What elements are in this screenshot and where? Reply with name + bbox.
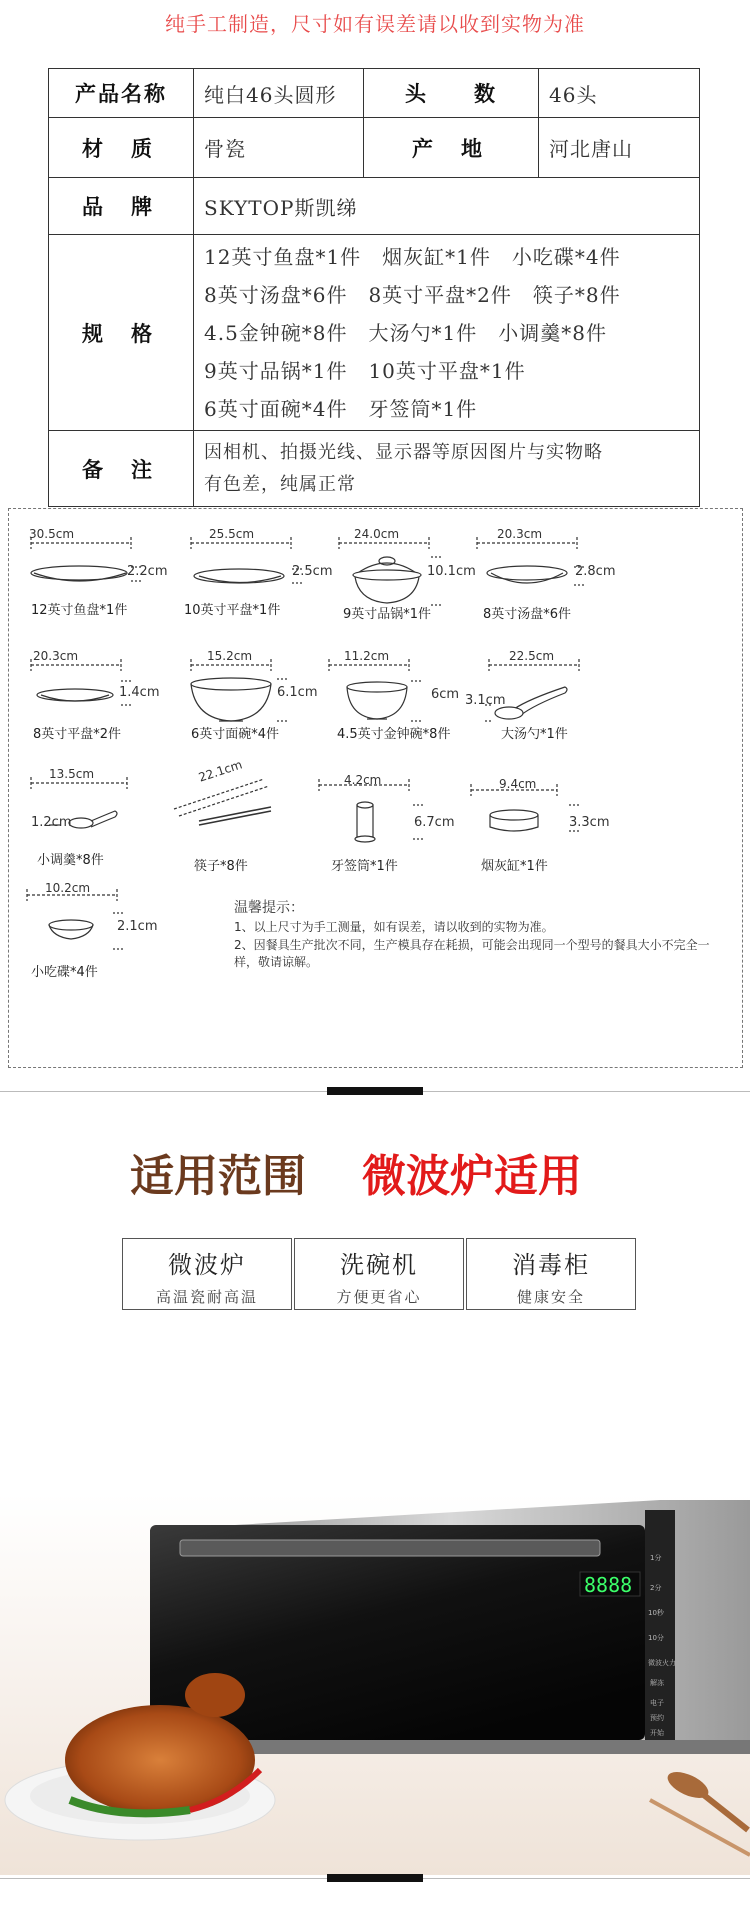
usage-box-title: 洗碗机 (340, 1251, 418, 1279)
spec-name-label: 产品名称 (49, 69, 194, 118)
item-height: 10.1cm (427, 564, 476, 579)
usage-box-microwave (122, 1238, 292, 1310)
spec-spec-value (194, 235, 700, 431)
spec-line: 12英寸鱼盘*1件 烟灰缸*1件 小吃碟*4件 (204, 244, 621, 269)
item-caption: 8英寸平盘*2件 (33, 727, 122, 742)
panel-label: 电子 (650, 1699, 664, 1707)
usage-box-title: 微波炉 (168, 1251, 246, 1279)
note-line: 有色差，纯属正常 (204, 473, 356, 495)
item-height: 6cm (431, 687, 460, 702)
usage-title: 适用范围 (130, 1151, 306, 1202)
item-height: 1.2cm (31, 815, 72, 830)
item-height: 2.1cm (117, 919, 158, 934)
spec-origin-label: 产地 (364, 118, 539, 178)
usage-box-sub: 方便更省心 (336, 1288, 422, 1306)
note-line: 因相机、拍摄光线、显示器等原因图片与实物略 (204, 441, 603, 463)
spec-count-value: 46头 (539, 69, 700, 118)
item-height: 2.5cm (292, 564, 333, 579)
item-width: 13.5cm (49, 767, 95, 781)
spec-table (48, 68, 700, 507)
spec-material-value: 骨瓷 (194, 118, 364, 178)
item-height: 6.1cm (277, 685, 318, 700)
item-width: 24.0cm (354, 527, 400, 541)
item-width: 15.2cm (207, 649, 253, 663)
dimension-panel (8, 508, 743, 1068)
item-caption: 小调羹*8件 (37, 853, 104, 868)
spec-line: 8英寸汤盘*6件 8英寸平盘*2件 筷子*8件 (204, 282, 621, 307)
usage-subtitle: 微波炉适用 (362, 1151, 582, 1202)
panel-label: 解冻 (650, 1679, 664, 1687)
item-height: 3.1cm (465, 693, 506, 708)
spec-line: 6英寸面碗*4件 牙签筒*1件 (204, 396, 478, 421)
spec-name-value: 纯白46头圆形 (194, 69, 364, 118)
item-width: 22.1cm (196, 757, 244, 785)
item-height: 3.3cm (569, 815, 610, 830)
item-width: 25.5cm (209, 527, 255, 541)
panel-label: 10秒 (648, 1609, 664, 1617)
panel-label: 2分 (650, 1584, 662, 1592)
item-height: 2.8cm (575, 564, 616, 579)
spec-brand-label: 品牌 (49, 178, 194, 235)
microwave-display: 8888 (584, 1573, 633, 1597)
item-height: 2.2cm (127, 564, 168, 579)
panel-label: 微波火力 (648, 1659, 676, 1667)
divider-bar (327, 1087, 423, 1095)
panel-label: 1分 (650, 1554, 662, 1562)
usage-box-sterilizer (466, 1238, 636, 1310)
item-height: 1.4cm (119, 685, 160, 700)
item-caption: 6英寸面碗*4件 (191, 727, 280, 742)
item-caption: 牙签筒*1件 (331, 859, 398, 874)
item-caption: 大汤勺*1件 (501, 727, 568, 742)
item-caption: 10英寸平盘*1件 (184, 603, 281, 618)
item-width: 11.2cm (344, 649, 390, 663)
item-width: 22.5cm (509, 649, 555, 663)
spec-origin-value: 河北唐山 (539, 118, 700, 178)
notice-banner: 纯手工制造，尺寸如有误差请以收到实物为准 (165, 12, 585, 36)
usage-box-title: 消毒柜 (512, 1251, 590, 1279)
spec-material-label: 材质 (49, 118, 194, 178)
dimension-drawings (9, 509, 744, 1069)
panel-label: 预约 (650, 1714, 664, 1722)
spec-note-value (194, 431, 700, 507)
spec-note-label: 备注 (49, 431, 194, 507)
tips-title: 温馨提示： (234, 900, 304, 916)
item-width: 9.4cm (499, 777, 537, 791)
spec-line: 4.5金钟碗*8件 大汤勺*1件 小调羹*8件 (204, 320, 607, 345)
usage-box-sub: 健康安全 (516, 1288, 585, 1306)
usage-box-sub: 高温瓷耐高温 (155, 1288, 258, 1306)
item-caption: 筷子*8件 (194, 859, 248, 874)
spec-spec-label: 规格 (49, 235, 194, 431)
item-width: 30.5cm (29, 527, 75, 541)
tips-line-1: 1、以上尺寸为手工测量，如有误差，请以收到的实物为准。 (234, 920, 554, 934)
panel-label: 开始 (650, 1729, 664, 1737)
item-caption: 4.5英寸金钟碗*8件 (337, 727, 451, 742)
tips-line-2: 2、因餐具生产批次不同，生产模具存在耗损，可能会出现同一个型号的餐具大小不完全一样，敬请谅解。 (234, 938, 710, 969)
item-caption: 8英寸汤盘*6件 (483, 607, 572, 622)
microwave-illustration (0, 1330, 750, 1875)
item-width: 10.2cm (45, 881, 91, 895)
item-width: 20.3cm (33, 649, 79, 663)
item-caption: 小吃碟*4件 (31, 965, 98, 980)
item-width: 4.2cm (344, 773, 382, 787)
usage-box-dishwasher (294, 1238, 464, 1310)
spec-line: 9英寸品锅*1件 10英寸平盘*1件 (204, 358, 526, 383)
spec-brand-value: SKYTOP斯凯绨 (194, 178, 700, 235)
microwave-scene (0, 1330, 750, 1875)
item-width: 20.3cm (497, 527, 543, 541)
bottom-divider-bar (327, 1874, 423, 1882)
item-caption: 12英寸鱼盘*1件 (31, 603, 128, 618)
panel-label: 10分 (648, 1634, 664, 1642)
item-caption: 9英寸品锅*1件 (343, 607, 432, 622)
spec-count-label: 头 数 (364, 69, 539, 118)
item-height: 6.7cm (414, 815, 455, 830)
item-caption: 烟灰缸*1件 (481, 859, 548, 874)
